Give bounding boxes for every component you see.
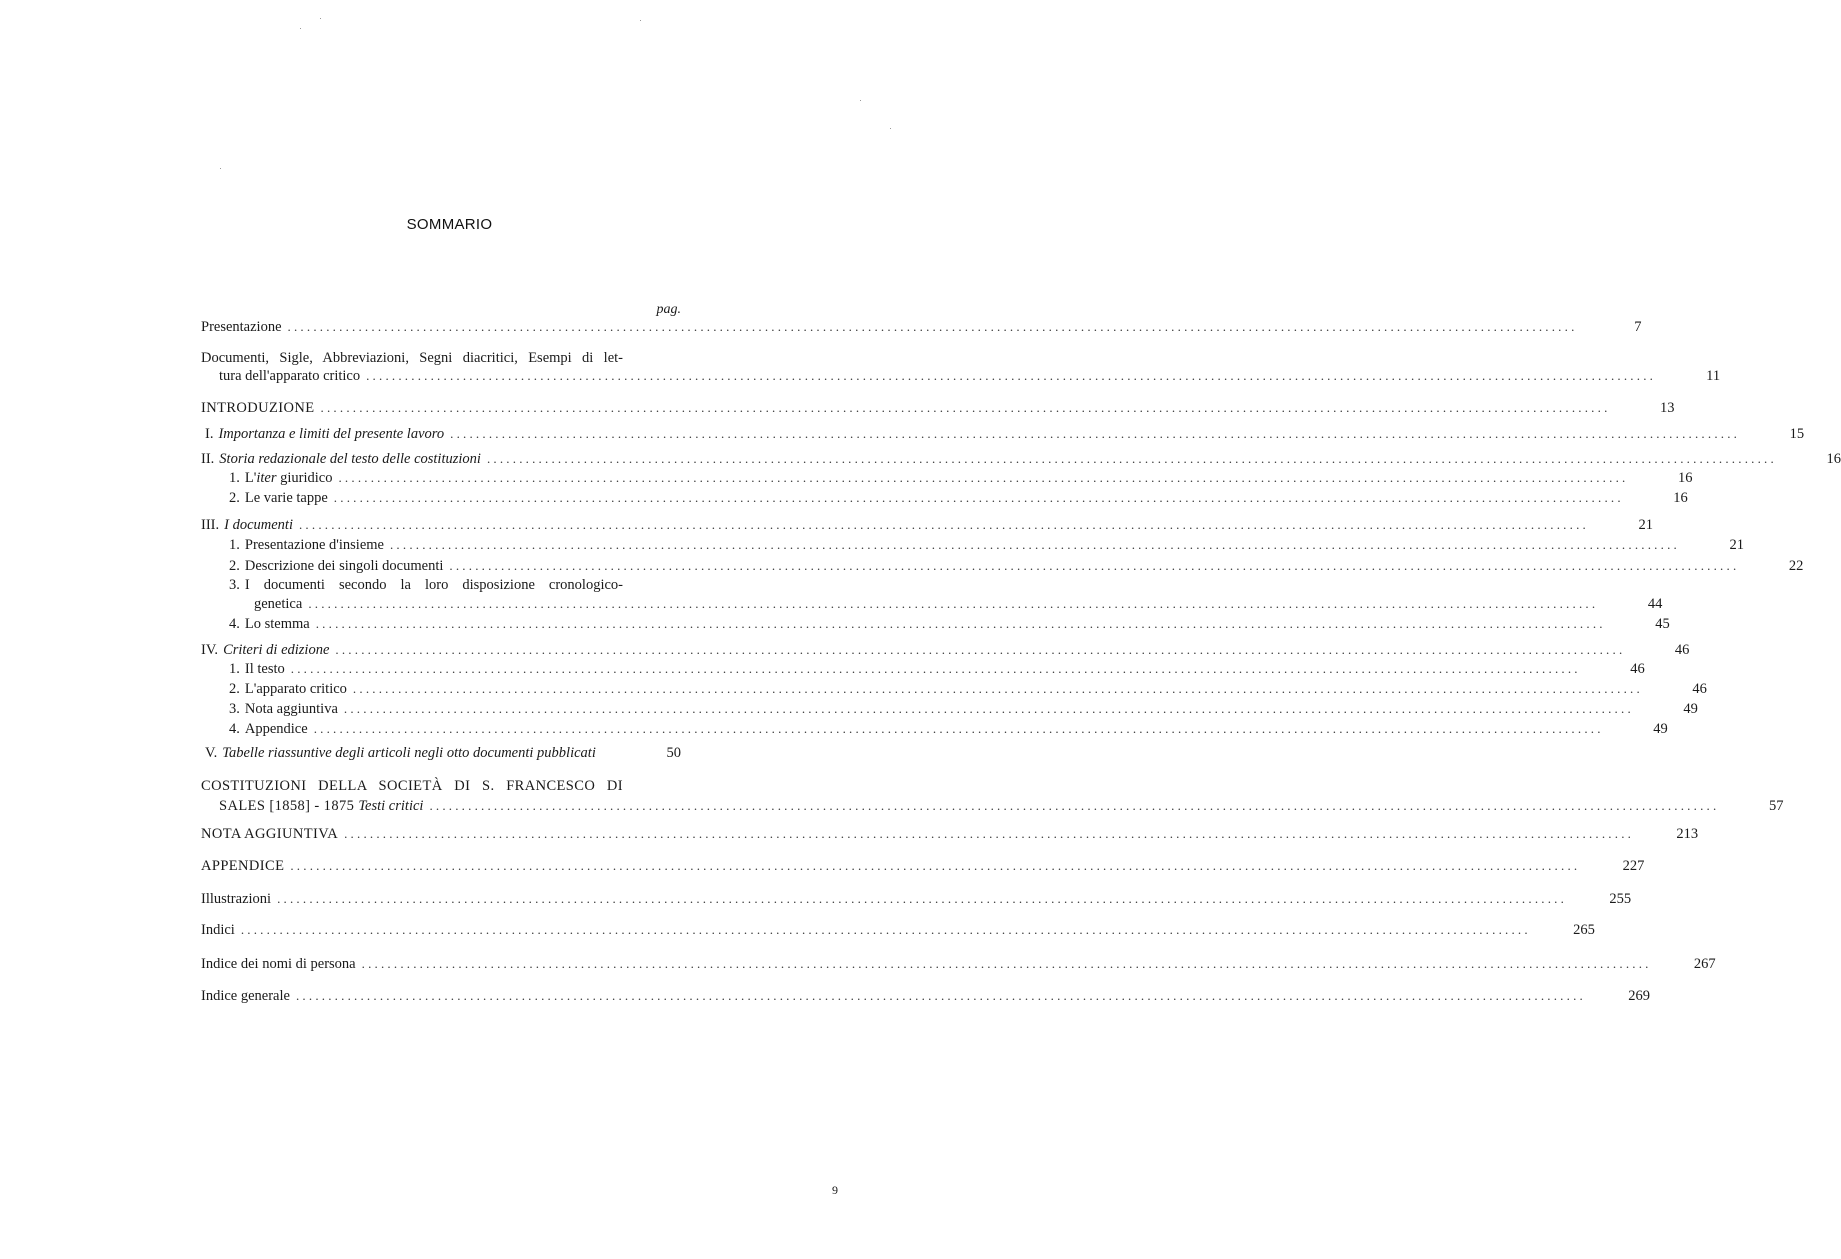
scan-speck: [890, 128, 891, 129]
toc-entry-text: tura dell'apparato critico: [219, 368, 361, 384]
toc-entry-text: Importanza e limiti del presente lavoro: [218, 426, 445, 442]
toc-entry-text: COSTITUZIONI DELLA SOCIETÀ DI S. FRANCESCO DI: [201, 778, 623, 794]
toc-entry-page: 16: [1673, 490, 1688, 506]
toc-entry-title: [218, 425, 444, 443]
toc-entry-page: 265: [1573, 922, 1595, 938]
toc-entry-title: [201, 318, 282, 336]
dot-leader: ........................................................................................................................................................................................................: [366, 368, 1657, 383]
toc-entry-text: APPENDICE: [201, 858, 285, 874]
toc-entry-text: L': [244, 470, 257, 486]
toc-entry-text: Indice generale: [201, 988, 290, 1004]
dot-leader: ........................................................................................................................................................................................................: [338, 470, 1629, 485]
toc-entry: [201, 777, 681, 795]
toc-entry-text: Indice dei nomi di persona: [201, 956, 356, 972]
dot-leader: ........................................................................................................................................................................................................: [450, 426, 1741, 441]
toc-entry-title: [222, 744, 596, 762]
toc-entry-text: Il testo: [244, 661, 285, 677]
toc-entry-title: [245, 700, 338, 718]
toc-entry-title: [219, 797, 423, 815]
toc-entry-number: 1.: [229, 661, 240, 677]
toc-entry-title: [245, 720, 308, 738]
toc-entry-number: 1.: [229, 537, 240, 553]
toc-entry-title: [245, 660, 285, 678]
dot-leader: ........................................................................................................................................................................................................: [240, 922, 1531, 937]
dot-leader: ........................................................................................................................................................................................................: [290, 661, 1581, 676]
toc-entry: [201, 921, 1595, 939]
toc-entry-text: INTRODUZIONE: [201, 400, 315, 416]
toc-entry-title: [219, 367, 360, 385]
toc-entry-number: 4.: [229, 616, 240, 632]
toc-entry-number: I.: [205, 426, 214, 442]
toc-entry-text: genetica: [254, 596, 303, 612]
toc-entry: [205, 744, 681, 762]
scan-speck: [640, 20, 641, 21]
toc-entry-title: [245, 489, 328, 507]
toc-entry-number: IV.: [201, 642, 219, 658]
toc-entry: [229, 536, 1744, 554]
toc-entry: [201, 318, 1642, 336]
toc-entry-number: 2.: [229, 681, 240, 697]
toc-entry-text: I documenti: [224, 517, 293, 533]
dot-leader: ........................................................................................................................................................................................................: [361, 956, 1652, 971]
toc-entry-title: [201, 777, 623, 795]
toc-entry-page: 21: [1638, 517, 1653, 533]
toc-entry-title: [201, 890, 271, 908]
toc-entry-title: [223, 641, 329, 659]
toc-entry-page: 213: [1676, 826, 1699, 842]
toc-entry-text: I documenti secondo la loro disposizione cronologico-: [244, 577, 623, 593]
toc-entry-page: 16: [1826, 451, 1841, 467]
toc-entry: [201, 890, 1632, 908]
toc-entry-page: 16: [1677, 470, 1693, 486]
toc-entry-title: [245, 469, 333, 487]
toc-entry-page: 13: [1660, 400, 1675, 416]
dot-leader: ........................................................................................................................................................................................................: [389, 537, 1680, 552]
toc-entry-title: [201, 349, 623, 367]
toc-entry: [229, 489, 1688, 507]
toc-entry-text: Documenti, Sigle, Abbreviazioni, Segni diacritici, Esempi di let-: [201, 350, 623, 366]
toc-entry-title: [245, 557, 444, 575]
toc-entry-number: 2.: [229, 490, 240, 506]
toc-entry: [201, 450, 1841, 468]
toc-entry-text: giuridico: [276, 470, 333, 486]
toc-entry-text: Storia redazionale del testo delle costituzioni: [219, 451, 481, 467]
toc-entry: [201, 857, 1645, 875]
dot-leader: ........................................................................................................................................................................................................: [335, 642, 1626, 657]
toc-entry-page: 57: [1768, 798, 1784, 814]
toc-entry-page: 44: [1647, 596, 1663, 612]
toc-entry-title: [245, 576, 623, 594]
dot-leader: ........................................................................................................................................................................................................: [287, 319, 1578, 334]
toc-entry-text: Le varie tappe: [244, 490, 328, 506]
toc-entry: [229, 615, 1670, 633]
toc-entry-number: V.: [205, 745, 218, 761]
toc-entry: [229, 469, 1693, 487]
toc-entry-text: Illustrazioni: [201, 891, 272, 907]
toc-entry-title: [245, 680, 347, 698]
dot-leader: ........................................................................................................................................................................................................: [343, 701, 1634, 716]
toc-entry-page: 7: [1634, 319, 1642, 335]
toc-entry-page: 21: [1729, 537, 1744, 553]
dot-leader: ........................................................................................................................................................................................................: [429, 798, 1720, 813]
scan-speck: [320, 18, 321, 19]
toc-entry-title: [201, 921, 235, 939]
page-number: 9: [832, 1183, 838, 1197]
toc-entry-text: Criteri di edizione: [223, 642, 330, 658]
toc-entry-title: [201, 987, 290, 1005]
toc-entry-page: 49: [1653, 721, 1668, 737]
toc-entry: [201, 399, 1675, 417]
toc-entry: [201, 641, 1690, 659]
dot-leader: ........................................................................................................................................................................................................: [315, 616, 1606, 631]
toc-entry-text: SALES [1858] - 1875: [219, 798, 359, 814]
toc-entry: [229, 557, 1804, 575]
page-title: SOMMARIO: [406, 216, 493, 233]
toc-entry-text: NOTA AGGIUNTIVA: [201, 826, 339, 842]
toc-entry-number: 2.: [229, 558, 240, 574]
toc-entry-page: 267: [1693, 956, 1716, 972]
toc-entry: [201, 987, 1650, 1005]
dot-leader: ........................................................................................................................................................................................................: [352, 681, 1643, 696]
toc-entry-text: Presentazione d'insieme: [244, 537, 384, 553]
toc-entry: [229, 720, 1668, 738]
toc-entry-text: Descrizione dei singoli documenti: [244, 558, 444, 574]
toc-entry-title: [245, 536, 384, 554]
toc-entry-title: [201, 955, 356, 973]
toc-entry: [201, 825, 1699, 843]
toc-entry-text: Testi critici: [358, 798, 424, 814]
toc-entry: [201, 516, 1653, 534]
toc-entry-page: 269: [1628, 988, 1650, 1004]
scan-speck: [220, 168, 221, 169]
toc-entry-text: Appendice: [244, 721, 308, 737]
toc-entry-title: [201, 857, 284, 875]
toc-entry-text: Presentazione: [201, 319, 282, 335]
toc-entry-title: [219, 450, 481, 468]
dot-leader: ........................................................................................................................................................................................................: [290, 858, 1581, 873]
toc-entry-text: iter: [256, 470, 277, 486]
dot-leader: ........................................................................................................................................................................................................: [295, 988, 1586, 1003]
toc-entry-page: 46: [1692, 681, 1707, 697]
toc-entry: [205, 425, 1805, 443]
toc-entry-title: [201, 399, 315, 417]
toc-entry-page: 227: [1622, 858, 1645, 874]
toc-entry-page: 46: [1674, 642, 1690, 658]
toc-entry-text: Lo stemma: [244, 616, 310, 632]
toc-entry-text: L'apparato critico: [244, 681, 347, 697]
toc-entry-page: 255: [1609, 891, 1632, 907]
toc-entry: [229, 680, 1707, 698]
toc-entry-page: 46: [1630, 661, 1645, 677]
dot-leader: ........................................................................................................................................................................................................: [308, 596, 1599, 611]
toc-entry-title: [245, 615, 310, 633]
toc-entry-number: III.: [201, 517, 220, 533]
toc-entry-page: 49: [1683, 701, 1698, 717]
toc-entry-title: [201, 825, 338, 843]
page-column-header: pag.: [656, 302, 681, 317]
dot-leader: ........................................................................................................................................................................................................: [277, 891, 1568, 906]
toc-entry-text: Tabelle riassuntive degli articoli negli otto documenti pubblicati: [222, 745, 596, 761]
toc-entry: [201, 955, 1716, 973]
toc-entry-page: 45: [1655, 616, 1670, 632]
toc-entry-text: Indici: [201, 922, 235, 938]
toc-entry-text: Nota aggiuntiva: [244, 701, 338, 717]
dot-leader: ........................................................................................................................................................................................................: [449, 558, 1740, 573]
scan-speck: [300, 28, 301, 29]
dot-leader: ........................................................................................................................................................................................................: [333, 490, 1624, 505]
scan-speck: [860, 100, 861, 101]
toc-entry: [219, 367, 1721, 385]
toc-entry: [201, 349, 681, 367]
toc-entry-page: 50: [666, 745, 681, 761]
toc-entry: [229, 660, 1645, 678]
toc-entry-title: [224, 516, 293, 534]
dot-leader: ........................................................................................................................................................................................................: [320, 400, 1611, 415]
toc-entry: [229, 576, 681, 594]
dot-leader: ........................................................................................................................................................................................................: [298, 517, 1589, 532]
toc-entry: [229, 700, 1698, 718]
toc-entry-number: 4.: [229, 721, 240, 737]
toc-entry-number: 3.: [229, 577, 240, 593]
dot-leader: ........................................................................................................................................................................................................: [313, 721, 1604, 736]
dot-leader: ........................................................................................................................................................................................................: [486, 451, 1777, 466]
toc-entry-title: [254, 595, 302, 613]
toc-entry-number: 1.: [229, 470, 240, 486]
toc-entry-page: 15: [1789, 426, 1805, 442]
toc-entry-number: 3.: [229, 701, 240, 717]
dot-leader: ........................................................................................................................................................................................................: [344, 826, 1635, 841]
toc-entry: [219, 797, 1784, 815]
toc-entry-page: 22: [1788, 558, 1804, 574]
toc-entry: [254, 595, 1663, 613]
toc-entry-number: II.: [201, 451, 215, 467]
toc-entry-page: 11: [1706, 368, 1721, 384]
